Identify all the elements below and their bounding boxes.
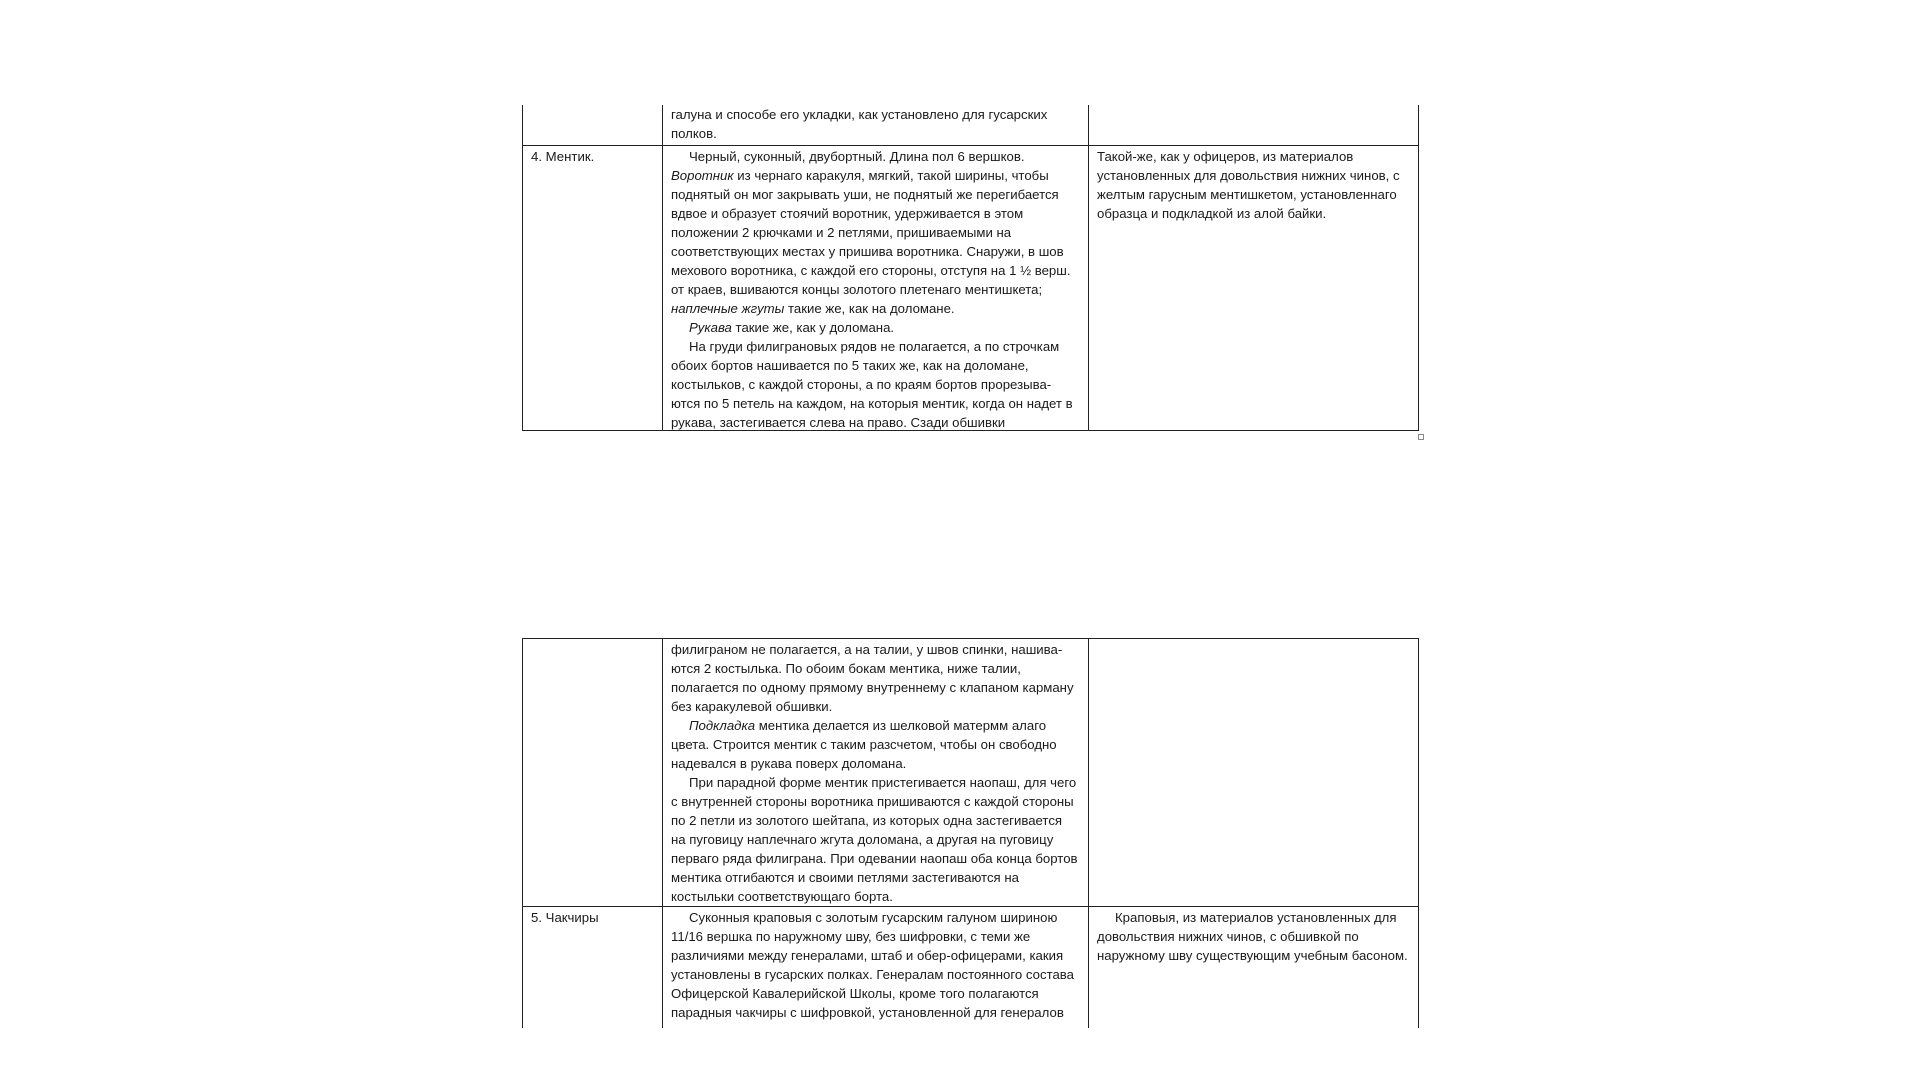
uniform-table-bottom [522, 638, 1419, 1041]
table-cell-description [663, 907, 1089, 1042]
item-name: 5. Чакчиры [531, 910, 599, 925]
table-cell-lower-ranks [1089, 105, 1419, 145]
table-row [523, 145, 1419, 431]
table-cell-name [523, 907, 663, 1042]
item-name: 4. Ментик. [531, 148, 595, 164]
table-resize-handle[interactable] [1418, 434, 1424, 440]
lower-ranks-text: Такой-же, как у офицеров, из материалов установленных для довольствия нижних чинов, с желтым гарусным ментишкетом, установленнаго образца и подкладкой из алой байки. [1097, 148, 1400, 221]
table-cell-lower-ranks [1089, 639, 1419, 907]
description-line: галуна и способе его укладки, как установлено для гусарских [671, 107, 1048, 122]
italic-term: Подкладка [689, 718, 756, 733]
description-paragraph: Черный, суконный, двубортный. Длина пол 6 вершков. [689, 148, 1025, 164]
table-cell-name [523, 105, 663, 145]
italic-term: наплечные жгуты [671, 300, 785, 316]
table-cell-description [663, 639, 1089, 907]
description-paragraph: филиграном не полагается, а на талии, у швов спинки, нашива-ются 2 костылька. По обоим бокам ментика, ниже талии, полагается по одному прямому внутреннему с клапаном карману без каракулевой обшивки. [671, 642, 1074, 714]
table-cell-lower-ranks [1089, 145, 1419, 431]
description-paragraph: Рукава такие же, как у доломана. [689, 319, 895, 335]
table-cell-name [523, 639, 663, 907]
table-row [523, 639, 1419, 907]
description-paragraph: При парадной форме ментик пристегивается наопаш, для чего с внутренней стороны воротника пришиваются с каждой стороны по 2 петли из золотого шейтапа, из которых одна застегивается на пуговицу наплечнаго жгута доломана, а другая на пуговицу перваго ряда филиграна. При одевании наопаш оба конца бортов ментика отгибаются и своими петлями застегиваются на костыльки соответствующаго борта. [671, 775, 1078, 904]
table-cell-description [663, 105, 1089, 145]
page-bottom-mask [0, 1028, 1920, 1080]
italic-term: Воротник [671, 167, 734, 183]
table-cell-description [663, 145, 1089, 431]
italic-term: Рукава [689, 319, 732, 335]
description-paragraph: На груди филиграновых рядов не полагается, а по строчкам обоих бортов нашивается по 5 таких же, как на доломане, костыльков, с каждой стороны, а по краям бортов прорезыва-ются по 5 петель на каждом, на которыя ментик, когда он надет в рукава, застегивается слева на право. Сзади обшивки [671, 338, 1073, 430]
description-paragraph: Суконныя краповыя с золотым гусарским галуном шириною 11/16 вершка по наружному шву, без шифровки, с теми же различиями между генералами, штаб и обер-офицерами, какия установлены в гусарских полках. Генералам постоянного состава Офицерской Кавалерийской Школы, кроме того полагаются парадныя чакчиры с шифровкой, установленной для генералов [671, 910, 1074, 1020]
description-line: полков. [671, 126, 717, 141]
table-cell-lower-ranks [1089, 907, 1419, 1042]
table-row [523, 105, 1419, 145]
lower-ranks-text: Краповыя, из материалов установленных для довольствия нижних чинов, с обшивкой по наружному шву существующим учебным басоном. [1097, 910, 1408, 963]
table-cell-name [523, 145, 663, 431]
description-paragraph: Подкладка ментика делается из шелковой матермм алаго цвета. Строится ментик с таким разсчетом, чтобы он свободно надевался в рукава поверх доломана. [671, 718, 1057, 771]
uniform-table-top [522, 105, 1419, 431]
table-row [523, 907, 1419, 1042]
description-paragraph: Воротник из чернаго каракуля, мягкий, такой ширины, чтобы поднятый он мог закрывать уши, не поднятый же перегибается вдвое и образует стоячий воротник, удерживается в этом положении 2 крючками и 2 петлями, пришиваемыми на соответствующих местах у пришива воротника. Снаружи, в шов мехового воротника, с каждой его стороны, отступя на 1 ½ верш. от краев, вшиваются концы золотого плетенаго ментишкета; наплечные жгуты такие же, как на доломане. [671, 167, 1071, 316]
